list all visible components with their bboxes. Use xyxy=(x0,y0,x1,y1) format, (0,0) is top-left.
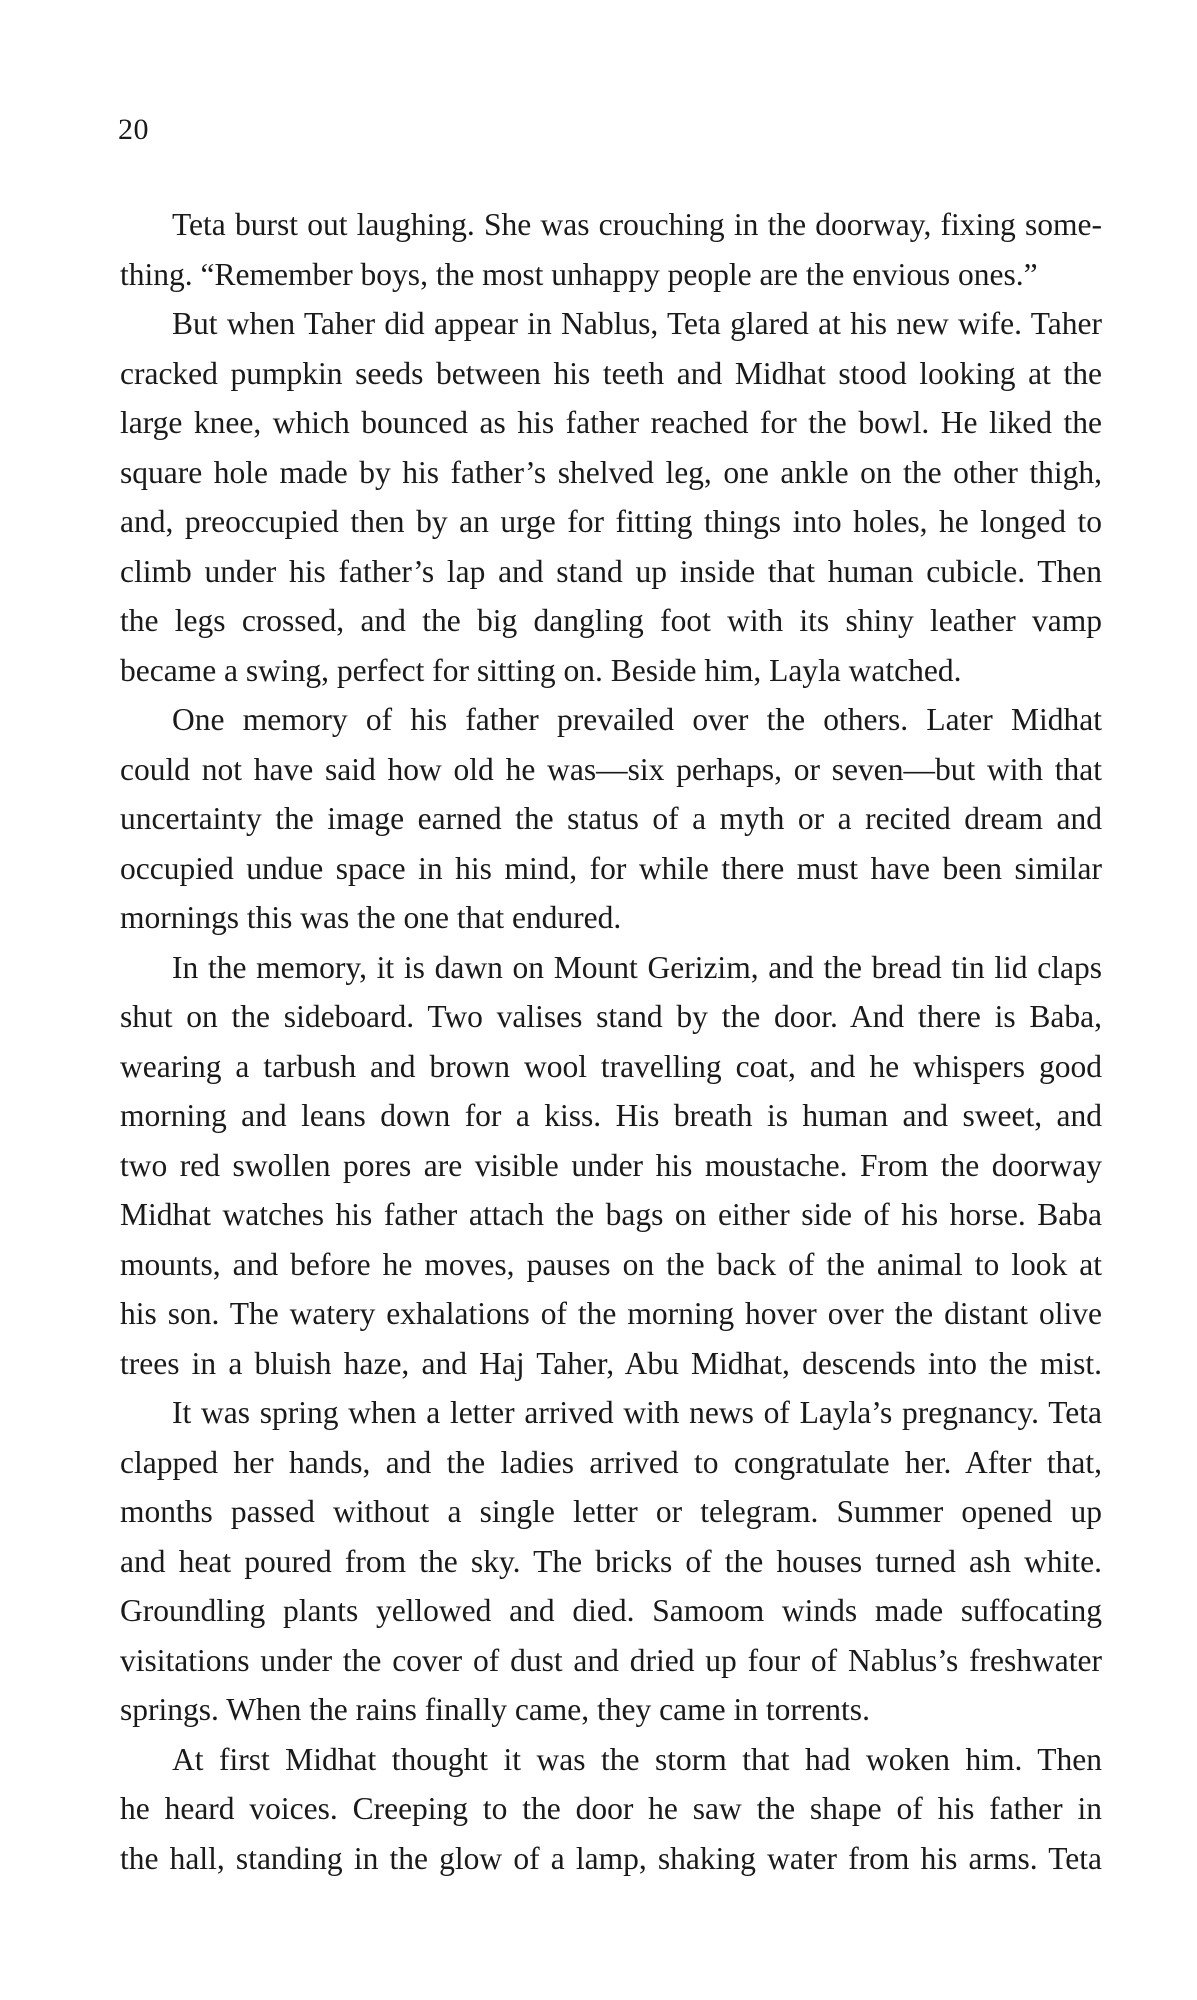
text-line: springs. When the rains finally came, they came in torrents. xyxy=(120,1692,870,1727)
text-line: and, preoccupied then by an urge for fitting things into holes, he longed to xyxy=(120,504,1102,539)
text-line: the legs crossed, and the big dangling foot with its shiny leather vamp xyxy=(120,603,1102,638)
text-line: clapped her hands, and the ladies arrived to congratulate her. After that, xyxy=(120,1444,1102,1480)
text-line: But when Taher did appear in Nablus, Teta glared at his new wife. Taher xyxy=(172,306,1102,341)
text-line: At first Midhat thought it was the storm that had woken him. Then xyxy=(172,1741,1102,1777)
text-line: his son. The watery exhalations of the morning hover over the distant olive xyxy=(120,1296,1102,1331)
text-line: he heard voices. Creeping to the door he saw the shape of his father in xyxy=(120,1791,1102,1826)
text-line: It was spring when a letter arrived with news of Layla’s pregnancy. Teta xyxy=(172,1395,1102,1430)
text-line: morning and leans down for a kiss. His breath is human and sweet, and xyxy=(120,1098,1102,1133)
text-line: shut on the sideboard. Two valises stand by the door. And there is Baba, xyxy=(120,999,1102,1034)
text-line: Teta burst out laughing. She was crouching in the doorway, fixing some- xyxy=(172,207,1102,242)
text-line: One memory of his father prevailed over the others. Later Midhat xyxy=(172,702,1102,737)
text-line: Midhat watches his father attach the bags on either side of his horse. Baba xyxy=(120,1197,1102,1232)
text-line: trees in a bluish haze, and Haj Taher, Abu Midhat, descends into the mist. xyxy=(120,1345,1102,1381)
page-number: 20 xyxy=(118,113,149,146)
text-line: thing. “Remember boys, the most unhappy people are the envious ones.” xyxy=(120,256,1038,292)
body-text xyxy=(120,200,1102,1883)
text-line: and heat poured from the sky. The bricks of the houses turned ash white. xyxy=(120,1543,1102,1579)
text-line: mounts, and before he moves, pauses on the back of the animal to look at xyxy=(120,1246,1102,1282)
text-line: two red swollen pores are visible under his moustache. From the doorway xyxy=(120,1147,1102,1183)
text-line: became a swing, perfect for sitting on. Beside him, Layla watched. xyxy=(120,652,962,688)
text-line: In the memory, it is dawn on Mount Gerizim, and the bread tin lid claps xyxy=(172,949,1102,985)
text-line: cracked pumpkin seeds between his teeth and Midhat stood looking at the xyxy=(120,355,1102,391)
text-line: climb under his father’s lap and stand up inside that human cubicle. Then xyxy=(120,553,1102,589)
text-line: Groundling plants yellowed and died. Samoom winds made suffocating xyxy=(120,1593,1102,1628)
text-line: could not have said how old he was—six perhaps, or seven—but with that xyxy=(120,751,1102,787)
text-line: the hall, standing in the glow of a lamp, shaking water from his arms. Teta xyxy=(120,1840,1102,1876)
text-line: square hole made by his father’s shelved leg, one ankle on the other thigh, xyxy=(120,454,1102,490)
text-line: large knee, which bounced as his father reached for the bowl. He liked the xyxy=(120,405,1102,440)
text-line: uncertainty the image earned the status of a myth or a recited dream and xyxy=(120,801,1102,836)
text-line: occupied undue space in his mind, for while there must have been similar xyxy=(120,850,1102,886)
text-line: wearing a tarbush and brown wool travelling coat, and he whispers good xyxy=(120,1048,1102,1084)
text-line: months passed without a single letter or telegram. Summer opened up xyxy=(120,1494,1102,1529)
text-line: mornings this was the one that endured. xyxy=(120,900,622,935)
text-line: visitations under the cover of dust and dried up four of Nablus’s freshwater xyxy=(120,1642,1102,1678)
